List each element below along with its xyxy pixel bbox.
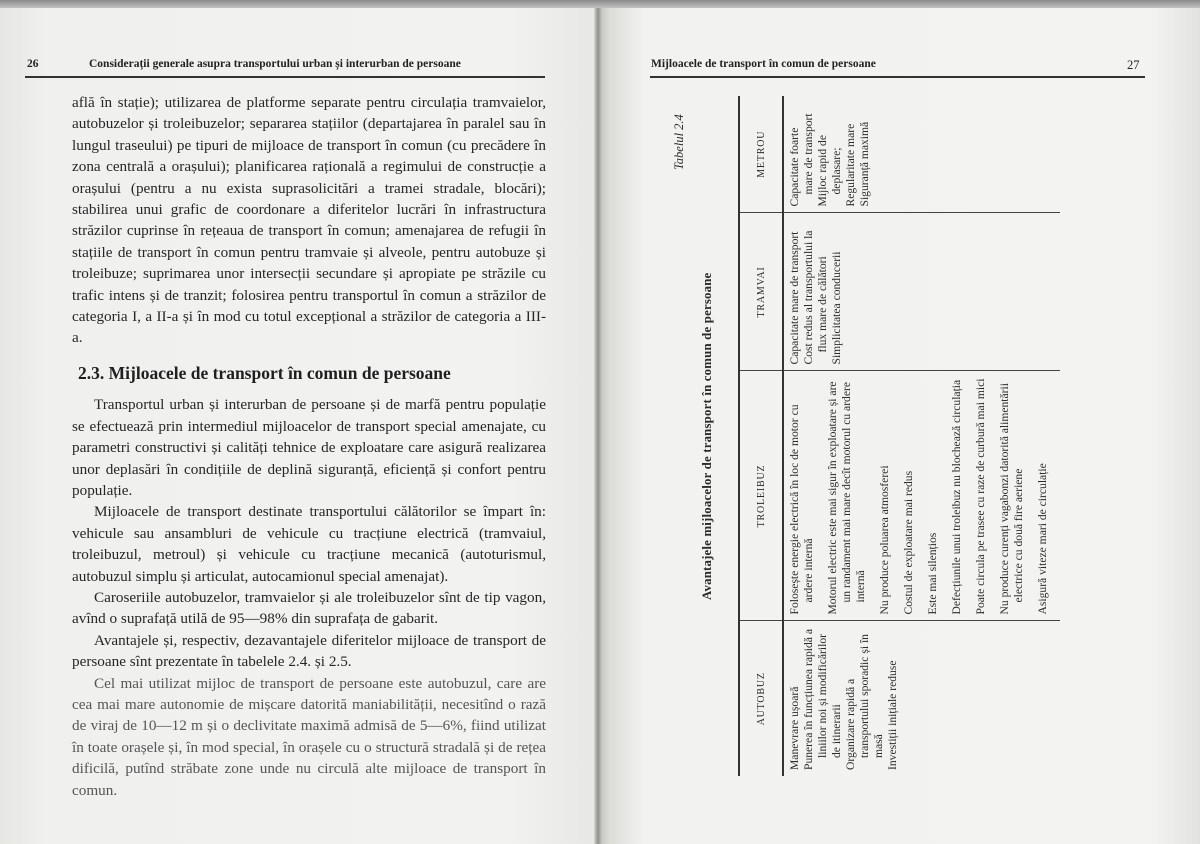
column-header-troleibuz: TROLEIBUZ <box>739 371 783 621</box>
list-item: Asigură viteze mari de circulație <box>1036 463 1049 615</box>
paragraph: Avantajele și, respectiv, dezavantajele diferitelor mijloace de transport de persoane sînt prezentate în tabelele 2.4. și 2.5. <box>72 631 546 671</box>
left-page-number: 26 <box>27 58 39 70</box>
right-running-head: Mijloacele de transport în comun de persoane <box>651 58 876 70</box>
list-item: Nu produce poluarea atmosferei <box>878 465 891 615</box>
list-item: Nu produce curenți vagabonzi datorită alimentării electrice cu două fire aeriene <box>998 383 1025 615</box>
list-item: Capacitate mare de transport <box>788 231 801 365</box>
table-caption: Avantajele mijloacelor de transport în comun de persoane <box>700 272 714 600</box>
paragraph: Mijloacele de transport destinate transportului călătorilor se împart în: vehicule sau ansambluri de vehicule cu tracțiune electrică (tramvaiul, troleibuzul, metroul) și vehicule cu tracțiune mecanică (autoturismul, autobuzul simplu și articulat, autocamionul special amenajat). <box>72 503 546 585</box>
list-item: Simplicitatea conducerii <box>830 251 843 365</box>
cell-tramvai <box>783 213 1060 371</box>
list-item: Mijloc rapid de deplasare; <box>816 135 843 207</box>
left-header-rule <box>25 76 545 78</box>
cell-troleibuz <box>783 371 1060 621</box>
list-item: Folosește energie electrică în loc de motor cu ardere internă <box>788 404 815 615</box>
column-header-autobuz: AUTOBUZ <box>739 621 783 776</box>
right-page-number: 27 <box>1127 58 1140 72</box>
left-body-text <box>72 92 546 801</box>
list-item: Capacitate foarte mare de transport <box>788 113 815 207</box>
column-header-tramvai: TRAMVAI <box>739 213 783 371</box>
book-spine <box>594 8 602 844</box>
list-item: Poate circula pe trasee cu raze de curbură mai mici <box>974 378 987 615</box>
table-label: Tabelul 2.4 <box>672 114 686 170</box>
list-item: Investiții inițiale reduse <box>886 660 899 770</box>
paragraph: Cel mai utilizat mijloc de transport de persoane este autobuzul, care are cea mai mare autonomie de mișcare datorită maniabilității, necesitînd o rază de viraj de 10—12 m și o declivitate maximă admisă de 5—6%, fiind utilizat în toate orașele și, în mod special, în orașele cu o structură stradală și de rețea dificilă, putînd străbate zone unde nu circulă alte mijloace de transport în comun. <box>72 674 546 799</box>
list-item: Cost redus al transportului la flux mare de călători <box>802 230 829 365</box>
list-item: Organizare rapidă a transportului sporadic și în masă <box>844 634 885 770</box>
list-item: Manevrare ușoară <box>788 686 801 770</box>
list-item: Costul de exploatare mai redus <box>902 470 915 615</box>
list-item: Este mai silențios <box>926 532 939 615</box>
cell-metrou <box>783 96 1060 213</box>
list-item: Defecțiunile unui troleibuz nu blochează circulația <box>950 379 963 615</box>
list-item: Regularitate mare <box>844 123 857 207</box>
left-running-head: Considerații generale asupra transportului urban și interurban de persoane <box>89 58 461 70</box>
list-item: Punerea în funcțiunea rapidă a liniilor noi și modificărilor de itinerarii <box>802 629 843 770</box>
paragraph: Transportul urban și interurban de persoane și de marfă pentru populație se efectuează prin intermediul mijloacelor de transport special amenajate, cu parametri constructivi și calități tehnice de exploatare care asigură realizarea unor deplasări în condițiile de deplină siguranță, eficiență și confort pentru populație. <box>72 396 546 499</box>
list-item: Siguranță maximă <box>858 121 871 207</box>
list-item: Motorul electric este mai sigur în exploatare și are un randament mai mare decît motorul cu ardere internă <box>826 381 867 615</box>
paragraph: Caroseriile autobuzelor, tramvaielor și ale troleibuzelor sînt de tip vagon, avînd o suprafață utilă de 95—98% din suprafața de gabarit. <box>72 588 546 628</box>
right-header-rule <box>650 76 1145 78</box>
column-header-metrou: METROU <box>739 96 783 213</box>
advantages-table <box>738 96 1122 776</box>
cell-autobuz <box>783 621 1060 776</box>
paragraph-continuation: află în stație); utilizarea de platforme separate pentru circulația tramvaielor, autobuzelor și troleibuzelor; separarea stațiilor (departajarea în paralel sau în lungul traseului) pe tipuri de mijloace de transport în comun (cu precădere în zona centrală a orașului); planificarea rațională a regimului de construcție a orașului (pentru a nu exista suprasolicitări a tramei stradale, blocări); stabilirea unui grafic de coordonare a diferitelor lucrări în infrastructura străzilor cuprinse în rețeaua de transport în comun; amenajarea de refugii în stațiile de transport în comun pentru tramvaie și alveole, pentru autobuze și troleibuze; suprimarea unor intersecții secundare și apropiate pe străzile cu trafic intens și de tranzit; folosirea pentru transportul în comun a străzilor de categoria I, a II-a și în mod cu totul excepțional a străzilor de categoria a III-a. <box>72 94 546 347</box>
section-heading: 2.3. Mijloacele de transport în comun de persoane <box>78 362 451 383</box>
